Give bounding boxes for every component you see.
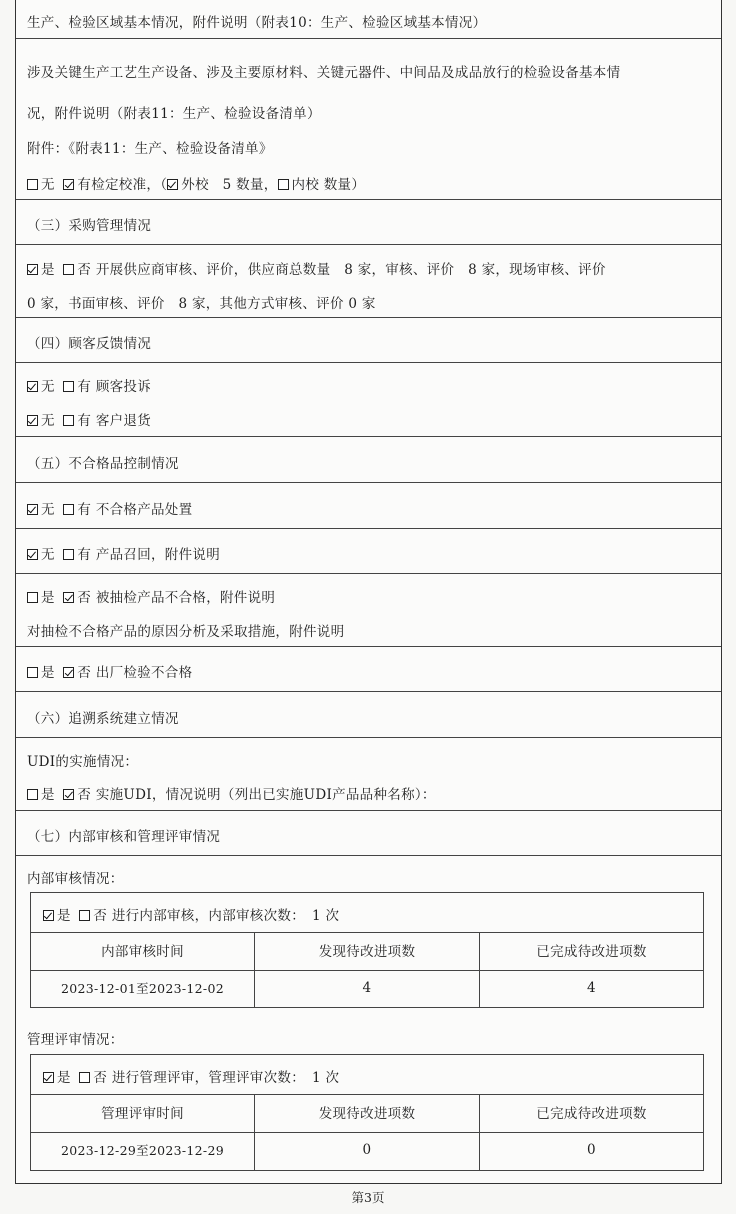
checkbox-checked-icon[interactable] [27, 381, 38, 392]
production-area-text: 生产、检验区域基本情况，附件说明（附表10：生产、检验区域基本情况） [27, 15, 487, 31]
management-review-header [31, 1055, 703, 1095]
procurement-line-1: 是 否 开展供应商审核、评价，供应商总数量 8 家，审核、评价 8 家，现场审核、评价 [27, 258, 715, 278]
table-header-cell: 已完成待改进项数 [536, 944, 647, 960]
equipment-line-2: 况，附件说明（附表11：生产、检验设备清单） [27, 106, 321, 122]
checkbox-checked-icon[interactable] [43, 1072, 54, 1083]
table-header-cell: 已完成待改进项数 [536, 1106, 647, 1122]
row-udi [16, 738, 721, 811]
checkbox-unchecked-icon[interactable] [27, 592, 38, 603]
management-review-line: 是 否 进行管理评审，管理评审次数： 1 次 [43, 1066, 339, 1086]
checkbox-checked-icon[interactable] [27, 504, 38, 515]
section-5-title: （五）不合格品控制情况 [27, 456, 179, 472]
checkbox-unchecked-icon[interactable] [63, 381, 74, 392]
return-line: 无 有 客户退货 [27, 409, 715, 429]
checkbox-unchecked-icon[interactable] [27, 179, 38, 190]
checkbox-unchecked-icon[interactable] [278, 179, 289, 190]
table-cell: 4 [587, 979, 596, 996]
row-disposal [16, 483, 721, 529]
row-customer-feedback [16, 363, 721, 437]
row-procurement [16, 245, 721, 318]
calibration-line: 无 有检定校准，（ 外校 5 数量， 内校 数量） [27, 173, 715, 193]
udi-line: 是 否 实施UDI，情况说明（列出已实施UDI产品品种名称）： [27, 783, 715, 803]
section-6-title: （六）追溯系统建立情况 [27, 711, 179, 727]
equipment-attachment: 附件：《附表11：生产、检验设备清单》 [27, 141, 273, 157]
table-header-cell: 发现待改进项数 [255, 1094, 480, 1132]
checkbox-checked-icon[interactable] [27, 549, 38, 560]
table-header-cell: 管理评审时间 [31, 1094, 255, 1132]
checkbox-unchecked-icon[interactable] [27, 789, 38, 800]
checkbox-unchecked-icon[interactable] [63, 264, 74, 275]
section-5-title-row [16, 437, 721, 483]
internal-audit-table [30, 892, 704, 1008]
management-review-table [30, 1054, 704, 1171]
checkbox-unchecked-icon[interactable] [79, 910, 90, 921]
table-cell: 2023-12-29至2023-12-29 [31, 1132, 255, 1170]
udi-label: UDI的实施情况： [27, 754, 139, 770]
section-6-title-row [16, 692, 721, 738]
checkbox-unchecked-icon[interactable] [63, 415, 74, 426]
table-header-cell: 发现待改进项数 [255, 932, 480, 970]
table-cell: 4 [255, 970, 480, 1007]
table-cell: 0 [587, 1142, 596, 1159]
checkbox-checked-icon[interactable] [63, 179, 74, 190]
internal-audit-line: 是 否 进行内部审核，内部审核次数： 1 次 [43, 904, 339, 924]
procurement-line-2: 0 家，书面审核、评价 8 家，其他方式审核、评价 0 家 [27, 296, 376, 312]
page-number: 第3页 [351, 1190, 385, 1205]
checkbox-checked-icon[interactable] [63, 667, 74, 678]
management-review-label: 管理评审情况： [27, 1032, 124, 1048]
checkbox-checked-icon[interactable] [63, 789, 74, 800]
internal-audit-header [31, 893, 703, 933]
section-7-title: （七）内部审核和管理评审情况 [27, 829, 221, 845]
section-3-title-row [16, 200, 721, 245]
row-factory-inspection [16, 647, 721, 692]
checkbox-unchecked-icon[interactable] [63, 549, 74, 560]
checkbox-checked-icon[interactable] [63, 592, 74, 603]
internal-audit-column-headers [31, 932, 703, 971]
internal-audit-label: 内部审核情况： [27, 871, 124, 887]
section-7-title-row [16, 811, 721, 856]
factory-fail-line: 是 否 出厂检验不合格 [27, 661, 715, 681]
row-equipment [16, 39, 721, 200]
table-cell: 2023-12-01至2023-12-02 [31, 970, 255, 1007]
row-production-area [16, 0, 721, 39]
table-cell: 0 [255, 1132, 480, 1170]
row-audit-review [16, 856, 721, 1185]
checkbox-unchecked-icon[interactable] [79, 1072, 90, 1083]
sampling-fail-line: 是 否 被抽检产品不合格，附件说明 [27, 586, 715, 606]
checkbox-checked-icon[interactable] [27, 264, 38, 275]
complaint-line: 无 有 顾客投诉 [27, 375, 715, 395]
checkbox-checked-icon[interactable] [43, 910, 54, 921]
section-4-title-row [16, 318, 721, 363]
equipment-line-1: 涉及关键生产工艺生产设备、涉及主要原材料、关键元器件、中间品及成品放行的检验设备基本情 [27, 65, 621, 81]
checkbox-unchecked-icon[interactable] [27, 667, 38, 678]
disposal-line: 无 有 不合格产品处置 [27, 498, 715, 518]
table-row [31, 1132, 703, 1170]
checkbox-checked-icon[interactable] [27, 415, 38, 426]
section-3-title: （三）采购管理情况 [27, 218, 152, 234]
management-review-column-headers [31, 1094, 703, 1133]
recall-line: 无 有 产品召回，附件说明 [27, 543, 715, 563]
report-table [15, 0, 722, 1184]
row-recall [16, 529, 721, 574]
table-row [31, 970, 703, 1007]
checkbox-unchecked-icon[interactable] [63, 504, 74, 515]
checkbox-checked-icon[interactable] [167, 179, 178, 190]
table-header-cell: 内部审核时间 [31, 932, 255, 970]
row-sampling [16, 574, 721, 647]
section-4-title: （四）顾客反馈情况 [27, 336, 152, 352]
sampling-analysis-line: 对抽检不合格产品的原因分析及采取措施，附件说明 [27, 624, 345, 640]
